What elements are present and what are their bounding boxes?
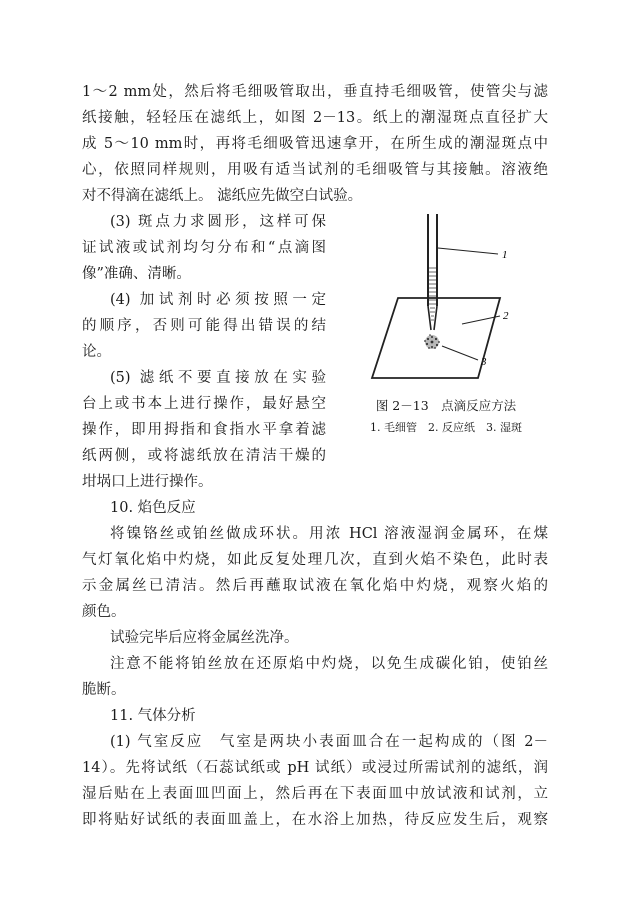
- body-text-line: 即将贴好试纸的表面皿盖上，在水浴上加热，待反应发生后，观察: [82, 812, 548, 828]
- body-text-line: (1) 气室反应 气室是两块小表面皿合在一起构成的（图 2－: [110, 734, 548, 750]
- body-text-line: 像”准确、清晰。: [82, 266, 191, 282]
- figure-label-1: 1: [502, 249, 508, 261]
- body-text-line: 1～2 mm处，然后将毛细吸管取出，垂直持毛细吸管，使管尖与滤: [82, 84, 548, 100]
- body-text-line: 的顺序，否则可能得出错误的结: [82, 318, 326, 334]
- body-text-line: 14）。先将试纸（石蕊试纸或 pH 试纸）或浸过所需试剂的滤纸，润: [82, 760, 548, 776]
- figure-label-2: 2: [503, 310, 509, 322]
- body-text-line: 纸两侧，或将滤纸放在清洁干燥的: [82, 448, 326, 464]
- body-text-line: 示金属丝已清洁。然后再蘸取试液在氧化焰中灼烧，观察火焰的: [82, 578, 548, 594]
- body-text-line: 操作，即用拇指和食指水平拿着滤: [82, 422, 326, 438]
- body-text-line: 对不得滴在滤纸上。 滤纸应先做空白试验。: [82, 188, 363, 204]
- section-heading-10: 10. 焰色反应: [110, 500, 196, 516]
- list-item-5: (5) 滤纸不要直接放在实验: [110, 370, 326, 386]
- body-text-line: 气灯氧化焰中灼烧，如此反复处理几次，直到火焰不染色，此时表: [82, 552, 548, 568]
- body-text-line: 台上或书本上进行操作，最好悬空: [82, 396, 326, 412]
- list-item-3: (3) 斑点力求圆形，这样可保: [110, 214, 326, 230]
- figure-caption: 图 2－13 点滴反应方法: [375, 398, 517, 413]
- body-text-line: 坩埚口上进行操作。: [82, 474, 213, 490]
- spot-test-figure: [350, 208, 540, 393]
- body-text-line: 论。: [82, 344, 111, 360]
- body-text-line: 将镍铬丝或铂丝做成环状。用浓 HCl 溶液湿润金属环，在煤: [110, 526, 548, 542]
- body-text-line: 纸接触，轻轻压在滤纸上，如图 2－13。纸上的潮湿斑点直径扩大: [82, 110, 548, 126]
- body-text-line: 湿后贴在上表面皿凹面上，然后再在下表面皿中放试液和试剂，立: [82, 786, 548, 802]
- capillary-tube: [428, 214, 437, 330]
- body-text-line: 试验完毕后应将金属丝洗净。: [110, 630, 299, 646]
- wet-spot: [424, 334, 440, 349]
- section-heading-11: 11. 气体分析: [110, 708, 196, 724]
- figure-legend: 1. 毛细管 2. 反应纸 3. 湿斑: [370, 421, 522, 434]
- body-text-line: 成 5～10 mm时，再将毛细吸管迅速拿开，在所生成的潮湿斑点中: [82, 136, 548, 152]
- leader-lines: [438, 248, 500, 360]
- body-text-line: 注意不能将铂丝放在还原焰中灼烧，以免生成碳化铂，使铂丝: [110, 656, 548, 672]
- figure-label-3: 3: [481, 356, 487, 368]
- body-text-line: 脆断。: [82, 682, 126, 698]
- body-text-line: 颜色。: [82, 604, 126, 620]
- body-text-line: 心，依照同样规则，用吸有适当试剂的毛细吸管与其接触。溶液绝: [82, 162, 548, 178]
- body-text-line: 证试液或试剂均匀分布和“点滴图: [82, 240, 326, 256]
- list-item-4: (4) 加试剂时必须按照一定: [110, 292, 326, 308]
